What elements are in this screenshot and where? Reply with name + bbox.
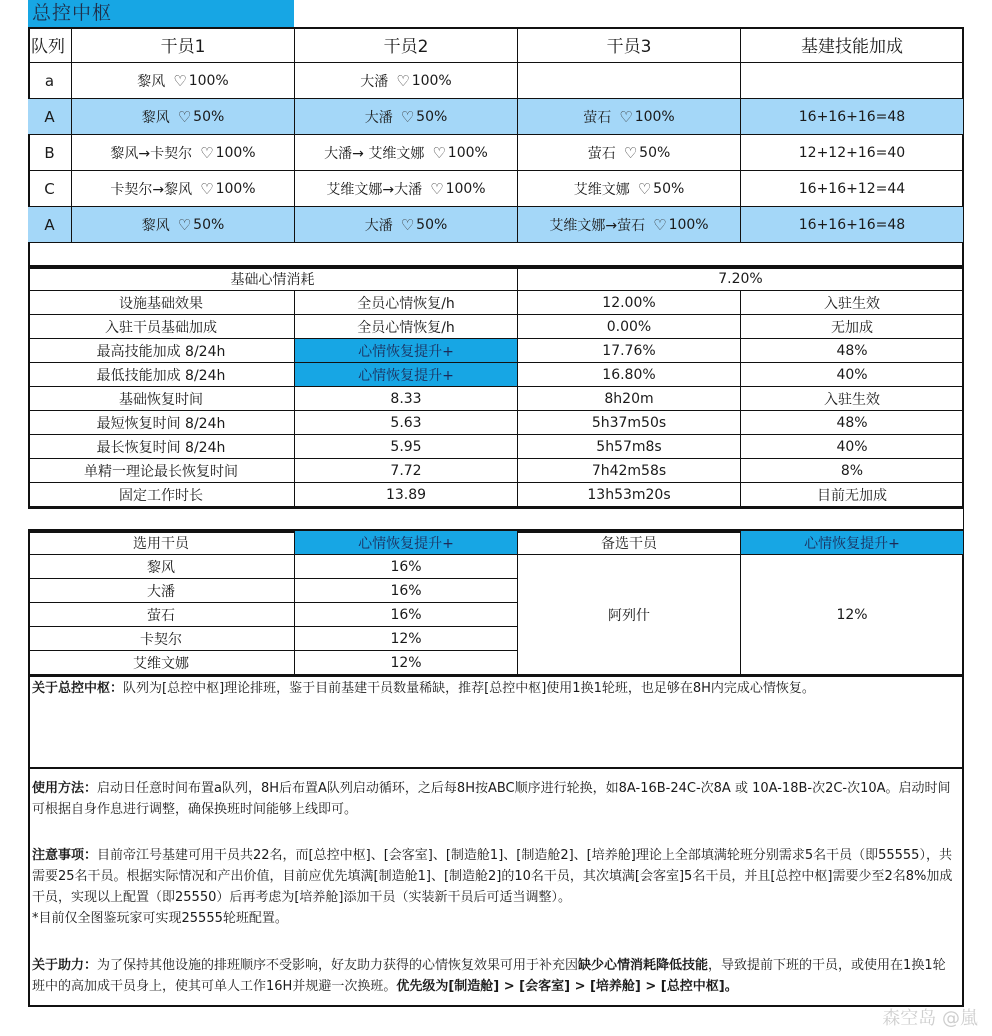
- operator-name: 黎风: [141, 109, 170, 126]
- about-label: 关于总控中枢：: [32, 681, 124, 696]
- page-title: 总控中枢: [28, 0, 294, 27]
- stat-value: 0.00%: [518, 315, 741, 339]
- operator-name: 大潘: [360, 73, 389, 90]
- stat-value: 16.80%: [518, 363, 741, 387]
- mood-percent: 100%: [447, 144, 488, 161]
- selected-operator-boost: 12%: [295, 651, 518, 675]
- base-consume-value: 7.20%: [518, 267, 964, 291]
- stat-note: 48%: [741, 339, 964, 363]
- alternate-header: 备选干员: [518, 531, 741, 555]
- selected-operator-name: 卡契尔: [28, 627, 295, 651]
- mood-percent: 50%: [653, 180, 685, 197]
- stat-label: 基础恢复时间: [28, 387, 295, 411]
- mood-percent: 100%: [215, 144, 256, 161]
- mood-percent: 100%: [668, 216, 709, 233]
- stat-desc: 5.63: [295, 411, 518, 435]
- operator-3-cell: [518, 207, 741, 243]
- heart-outline-icon: ♡: [619, 107, 633, 126]
- stat-note: 目前无加成: [741, 483, 964, 507]
- operator-1-cell: [72, 207, 295, 243]
- heart-outline-icon: ♡: [177, 215, 192, 234]
- about-text: 队列为[总控中枢]理论排班，鉴于目前基建干员数量稀缺，推荐[总控中枢]使用1换1轮班，也足够在8H内完成心情恢复。: [123, 681, 815, 696]
- operator-name: 黎风: [137, 73, 166, 90]
- stat-value: 7h42m58s: [518, 459, 741, 483]
- stat-note: 40%: [741, 363, 964, 387]
- usage-note: [32, 778, 958, 820]
- operator-1-cell: [72, 63, 295, 99]
- watermark: 森空岛 @嵐: [882, 1008, 978, 1029]
- operator-1-cell: [72, 99, 295, 135]
- operator-name: 萤石: [583, 109, 612, 126]
- heart-outline-icon: ♡: [623, 143, 638, 162]
- operator-3-cell: [518, 171, 741, 207]
- mood-percent: 50%: [639, 144, 671, 161]
- operator-name: 萤石: [587, 145, 616, 162]
- column-header: 基建技能加成: [741, 27, 964, 63]
- mood-percent: 50%: [193, 108, 225, 125]
- heart-outline-icon: ♡: [653, 215, 667, 234]
- stat-value: 5h57m8s: [518, 435, 741, 459]
- operator-name: 黎风→卡契尔: [110, 145, 193, 162]
- stat-desc: 8.33: [295, 387, 518, 411]
- heart-outline-icon: ♡: [173, 71, 187, 90]
- caution-footnote: *目前仅全图鉴玩家可实现25555轮班配置。: [32, 911, 288, 926]
- operator-2-cell: [295, 63, 518, 99]
- operator-name: 大潘: [364, 217, 393, 234]
- queue-label: A: [28, 207, 72, 243]
- selected-operator-name: 艾维文娜: [28, 651, 295, 675]
- operator-3-cell: [518, 99, 741, 135]
- operator-2-cell: [295, 171, 518, 207]
- heart-outline-icon: ♡: [400, 107, 415, 126]
- stat-desc: 全员心情恢复/h: [295, 315, 518, 339]
- stat-label: 最长恢复时间 8/24h: [28, 435, 295, 459]
- stat-label: 单精一理论最长恢复时间: [28, 459, 295, 483]
- stat-label: 入驻干员基础加成: [28, 315, 295, 339]
- operator-name: 艾维文娜→萤石: [549, 217, 646, 234]
- heart-outline-icon: ♡: [637, 179, 652, 198]
- operator-1-cell: [72, 135, 295, 171]
- stat-value: 13h53m20s: [518, 483, 741, 507]
- alternate-operator-name: 阿列什: [518, 555, 741, 675]
- stat-value: 8h20m: [518, 387, 741, 411]
- stat-desc: 心情恢复提升+: [295, 339, 518, 363]
- mood-percent: 50%: [416, 108, 448, 125]
- caution-label: 注意事项：: [32, 848, 98, 863]
- column-header: 干员1: [72, 27, 295, 63]
- operator-2-cell: [295, 207, 518, 243]
- stat-note: 40%: [741, 435, 964, 459]
- stat-note: 入驻生效: [741, 291, 964, 315]
- boost-header: 心情恢复提升+: [295, 531, 518, 555]
- mood-percent: 100%: [215, 180, 256, 197]
- operator-name: 黎风: [141, 217, 170, 234]
- heart-outline-icon: ♡: [396, 71, 410, 90]
- mood-percent: 50%: [193, 216, 225, 233]
- stat-label: 固定工作时长: [28, 483, 295, 507]
- heart-outline-icon: ♡: [200, 179, 214, 198]
- operator-3-cell: [518, 135, 741, 171]
- stat-label: 最短恢复时间 8/24h: [28, 411, 295, 435]
- caution-note: [32, 845, 958, 929]
- operator-name: 艾维文娜→大潘: [326, 181, 423, 198]
- mood-percent: 100%: [634, 108, 675, 125]
- queue-label: A: [28, 99, 72, 135]
- selected-operator-name: 黎风: [28, 555, 295, 579]
- base-consume-label: 基础心情消耗: [28, 267, 518, 291]
- stat-note: 入驻生效: [741, 387, 964, 411]
- operator-3-cell: [518, 63, 741, 99]
- alternate-operator-boost: 12%: [741, 555, 964, 675]
- stat-note: 无加成: [741, 315, 964, 339]
- column-header: 干员2: [295, 27, 518, 63]
- spacer-row: [28, 243, 964, 267]
- assist-text-1: 为了保持其他设施的排班顺序不受影响，好友助力获得的心情恢复效果可用于补充因: [97, 958, 579, 973]
- selected-header: 选用干员: [28, 531, 295, 555]
- stat-desc: 全员心情恢复/h: [295, 291, 518, 315]
- operator-2-cell: [295, 99, 518, 135]
- stat-desc: 7.72: [295, 459, 518, 483]
- assist-text-2: ，导致提前下班的干员，或使用在1换1轮班中的高加成干员身上，使其可单人工作16H并规避一次换班。: [32, 958, 946, 994]
- heart-outline-icon: ♡: [430, 179, 444, 198]
- operator-2-cell: [295, 135, 518, 171]
- heart-outline-icon: ♡: [432, 143, 446, 162]
- skill-bonus: 16+16+16=48: [741, 99, 964, 135]
- selected-operator-name: 萤石: [28, 603, 295, 627]
- usage-label: 使用方法：: [32, 781, 98, 796]
- heart-outline-icon: ♡: [400, 215, 415, 234]
- selected-operator-boost: 16%: [295, 579, 518, 603]
- stat-desc: 13.89: [295, 483, 518, 507]
- caution-text: 目前帝江号基建可用干员共22名，而[总控中枢]、[会客室]、[制造舱1]、[制造舱2]、[培养舱]理论上全部填满轮班分别需求5名干员（即55555），共需要25名干员。根据实际情况和产出价值，目前应优先填满[制造舱1]、[制造舱2]的10名干员，其次填满[会客室]5名干员，并且[总控中枢]需要少至2名8%加成干员，实现以上配置（即25550）后再考虑为[培养舱]添加干员（实装新干员后可适当调整）。: [32, 848, 953, 905]
- stat-value: 17.76%: [518, 339, 741, 363]
- alternate-boost-header: 心情恢复提升+: [741, 531, 964, 555]
- stat-value: 12.00%: [518, 291, 741, 315]
- heart-outline-icon: ♡: [200, 143, 214, 162]
- mood-percent: 100%: [411, 72, 452, 89]
- stat-value: 5h37m50s: [518, 411, 741, 435]
- assist-label: 关于助力：: [32, 958, 98, 973]
- assist-bold-2: 优先级为[制造舱] > [会客室] > [培养舱] > [总控中枢]。: [396, 979, 738, 994]
- operator-name: 大潘→ 艾维文娜: [324, 145, 425, 162]
- assist-note: [32, 955, 958, 997]
- operator-name: 艾维文娜: [573, 181, 630, 198]
- stat-note: 8%: [741, 459, 964, 483]
- stat-label: 最低技能加成 8/24h: [28, 363, 295, 387]
- usage-text: 启动日任意时间布置a队列，8H后布置A队列启动循环，之后每8H按ABC顺序进行轮换，如8A-16B-24C-次8A 或 10A-18B-次2C-次10A。启动时间可根据自身作息进行调整，确保换班时间能够上线即可。: [32, 781, 951, 817]
- skill-bonus: [741, 63, 964, 99]
- about-note: [32, 678, 958, 699]
- stat-label: 设施基础效果: [28, 291, 295, 315]
- selected-operator-boost: 16%: [295, 603, 518, 627]
- stat-note: 48%: [741, 411, 964, 435]
- operator-1-cell: [72, 171, 295, 207]
- queue-label: a: [28, 63, 72, 99]
- mood-percent: 100%: [188, 72, 229, 89]
- column-header: 队列: [28, 27, 72, 63]
- mood-percent: 100%: [445, 180, 486, 197]
- operator-name: 大潘: [364, 109, 393, 126]
- skill-bonus: 12+12+16=40: [741, 135, 964, 171]
- stat-desc: 5.95: [295, 435, 518, 459]
- mood-percent: 50%: [416, 216, 448, 233]
- queue-label: B: [28, 135, 72, 171]
- skill-bonus: 16+16+16=48: [741, 207, 964, 243]
- operator-name: 卡契尔→黎风: [110, 181, 193, 198]
- heart-outline-icon: ♡: [177, 107, 192, 126]
- selected-operator-boost: 12%: [295, 627, 518, 651]
- queue-label: C: [28, 171, 72, 207]
- selected-operator-name: 大潘: [28, 579, 295, 603]
- skill-bonus: 16+16+12=44: [741, 171, 964, 207]
- assist-bold-1: 缺少心情消耗降低技能: [578, 958, 709, 973]
- stat-desc: 心情恢复提升+: [295, 363, 518, 387]
- column-header: 干员3: [518, 27, 741, 63]
- spacer-row: [28, 507, 964, 531]
- selected-operator-boost: 16%: [295, 555, 518, 579]
- stat-label: 最高技能加成 8/24h: [28, 339, 295, 363]
